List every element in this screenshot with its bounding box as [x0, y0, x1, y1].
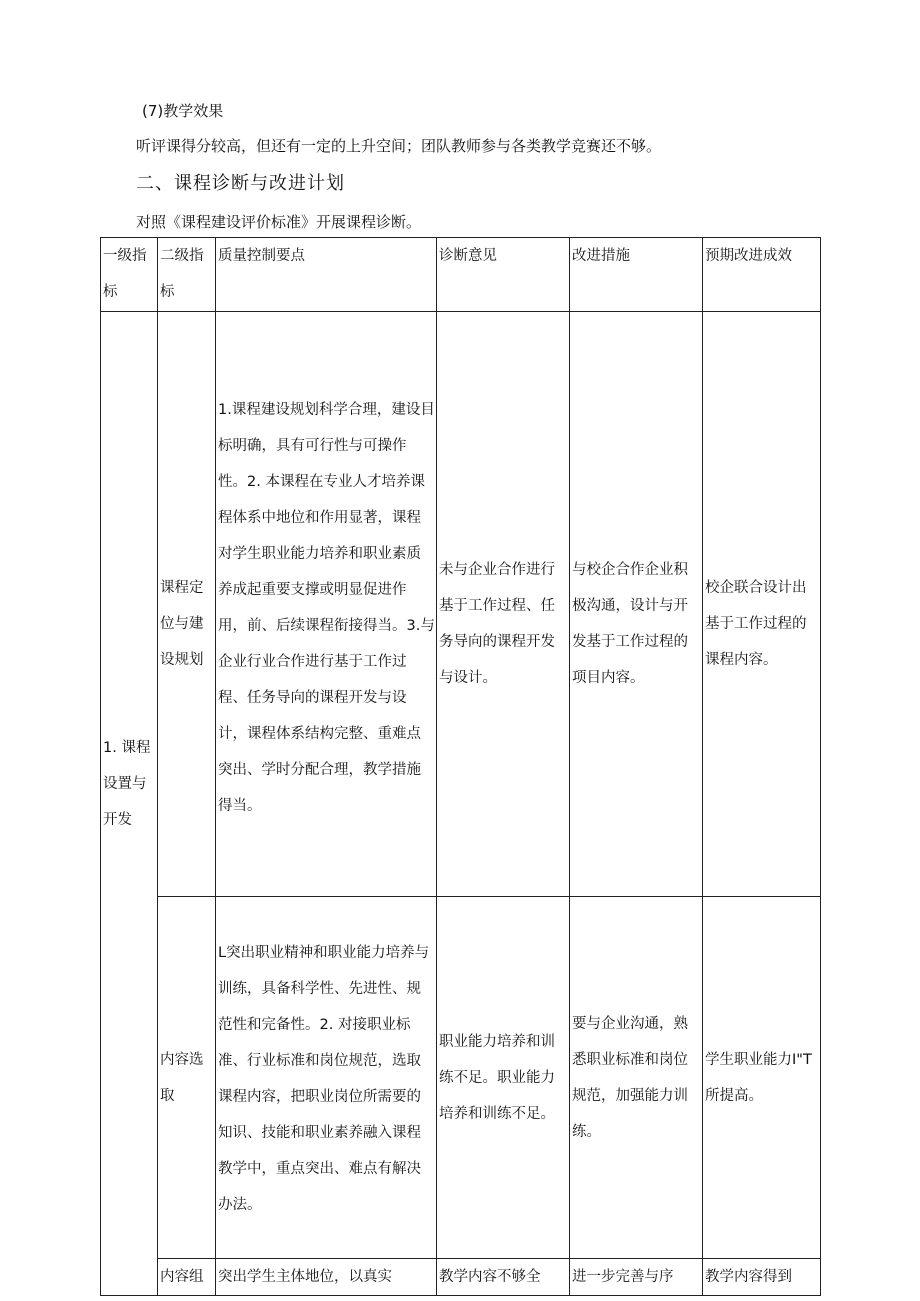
level2-cell: 课程定位与建设规划 [158, 312, 216, 897]
expected-cell: 校企联合设计出基于工作过程的课程内容。 [703, 312, 821, 897]
header-measures: 改进措施 [570, 238, 703, 312]
measures-cell: 与校企合作企业积极沟通，设计与开发基于工作过程的项目内容。 [570, 312, 703, 897]
diagnosis-cell: 教学内容不够全 [437, 1259, 570, 1296]
expected-cell: 教学内容得到 [703, 1259, 821, 1296]
level2-cell: 内容选取 [158, 897, 216, 1259]
diagnosis-cell: 职业能力培养和训练不足。职业能力培养和训练不足。 [437, 897, 570, 1259]
section-heading: 二、课程诊断与改进计划 [136, 173, 345, 194]
level1-cell: 1. 课程设置与开发 [101, 312, 158, 1296]
section-intro: 对照《课程建设评价标准》开展课程诊断。 [136, 213, 422, 231]
diagnosis-cell: 未与企业合作进行基于工作过程、任务导向的课程开发与设计。 [437, 312, 570, 897]
table-header-row [101, 238, 821, 312]
item7-text: 听评课得分较高，但还有一定的上升空间；团队教师参与各类教学竞赛还不够。 [136, 137, 662, 155]
table-row [101, 897, 821, 1259]
level2-cell: 内容组 [158, 1259, 216, 1296]
expected-cell: 学生职业能力I"T所提高。 [703, 897, 821, 1259]
header-level2: 二级指标 [158, 238, 216, 312]
diagnosis-table [100, 237, 821, 1296]
table-row [101, 312, 821, 897]
header-expected: 预期改进成效 [703, 238, 821, 312]
points-cell: 突出学生主体地位，以真实 [216, 1259, 437, 1296]
header-quality-points: 质量控制要点 [216, 238, 437, 312]
points-cell: 1.课程建设规划科学合理，建设目标明确，具有可行性与可操作性。2. 本课程在专业人才培养课程体系中地位和作用显著，课程对学生职业能力培养和职业素质养成起重要支撑或明显促进作用，前、后续课程衔接得当。3.与企业行业合作进行基于工作过程、任务导向的课程开发与设计，课程体系结构完整、重难点突出、学时分配合理，教学措施得当。 [216, 312, 437, 897]
header-level1: 一级指标 [101, 238, 158, 312]
measures-cell: 进一步完善与序 [570, 1259, 703, 1296]
item7-heading: (7)教学效果 [142, 102, 224, 120]
measures-cell: 要与企业沟通，熟悉职业标准和岗位规范，加强能力训练。 [570, 897, 703, 1259]
table-row [101, 1259, 821, 1296]
points-cell: L突出职业精神和职业能力培养与训练，具备科学性、先进性、规范性和完备性。2. 对接职业标准、行业标准和岗位规范，选取课程内容，把职业岗位所需要的知识、技能和职业素养融入课程教学中，重点突出、难点有解决办法。 [216, 897, 437, 1259]
header-diagnosis: 诊断意见 [437, 238, 570, 312]
